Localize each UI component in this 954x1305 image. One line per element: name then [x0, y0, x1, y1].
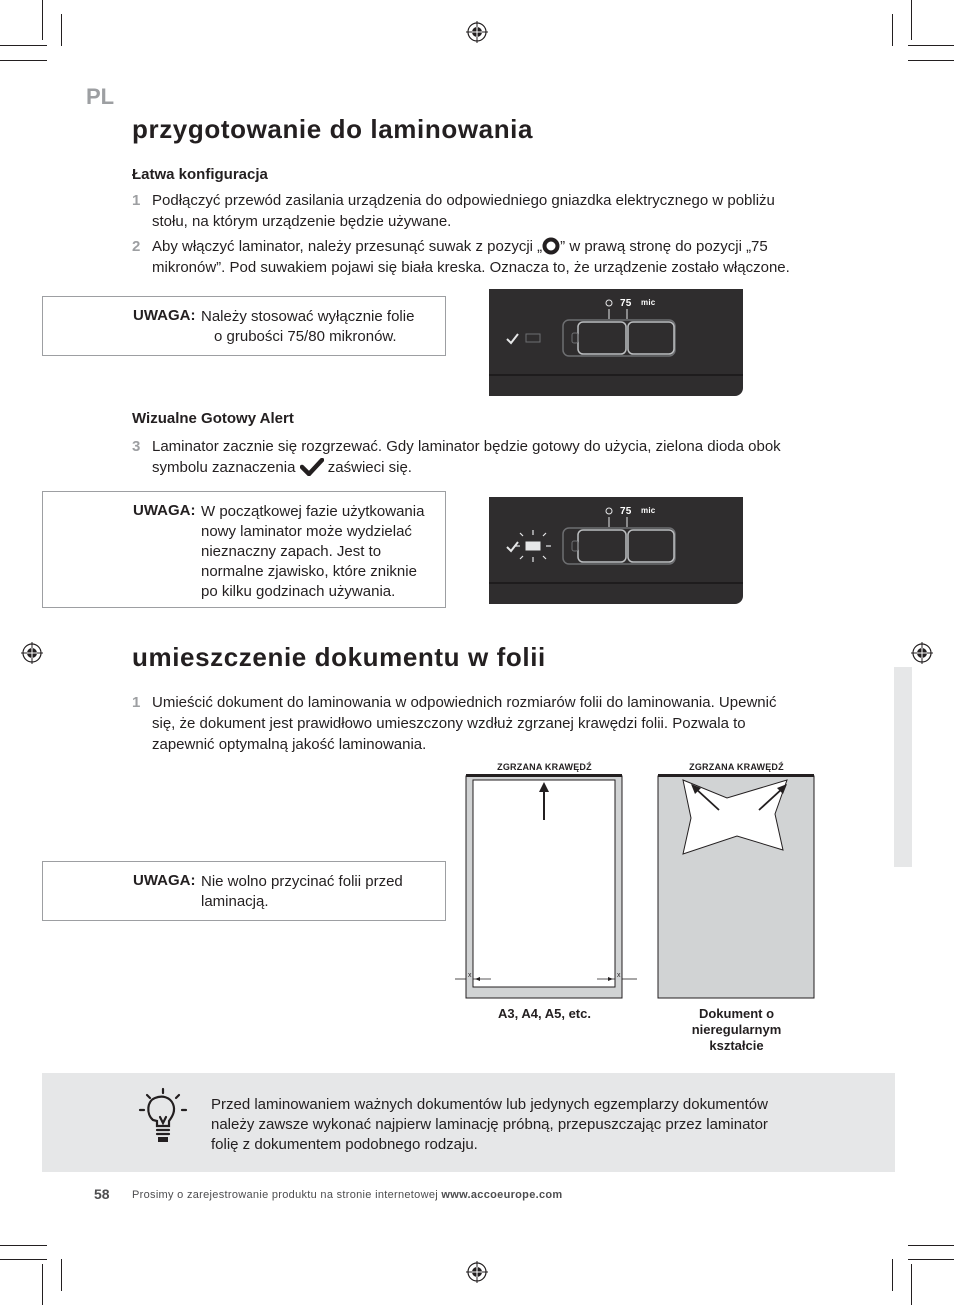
note-label: UWAGA: — [133, 502, 196, 519]
slider-switch-illustration — [489, 289, 743, 396]
crop-mark — [42, 1264, 43, 1305]
slider-switch-illustration — [489, 497, 743, 604]
sealed-edge-label: ZGRZANA KRAWĘDŹ — [497, 762, 592, 772]
note-text — [201, 502, 424, 602]
note-box — [42, 861, 446, 921]
step-number: 2 — [132, 238, 141, 255]
step-line: stołu, na którym urządzenie będzie używane. — [152, 213, 452, 230]
tip-line: Przed laminowaniem ważnych dokumentów lub jedynych egzemplarzy dokumentów — [211, 1096, 768, 1113]
label-mic: mic — [641, 506, 656, 515]
language-tag: PL — [86, 84, 115, 109]
power-off-circle-icon — [542, 237, 560, 255]
crop-mark — [908, 1245, 954, 1246]
checkmark-icon — [300, 458, 324, 476]
crop-mark — [908, 45, 954, 46]
crop-mark — [911, 1264, 912, 1305]
note-line: nowy laminator może wydzielać — [201, 523, 412, 540]
step-line: Podłączyć przewód zasilania urządzenia do odpowiedniego gniazdka elektrycznego w pobliżu — [152, 192, 775, 209]
tip-line: folię z dokumentem podobnego rodzaju. — [211, 1136, 478, 1153]
note-box — [42, 491, 446, 608]
note-text — [201, 307, 414, 347]
registration-mark-icon — [466, 1261, 488, 1283]
irregular-document-pouch-diagram — [655, 772, 819, 1002]
sealed-edge-label: ZGRZANA KRAWĘDŹ — [689, 762, 784, 772]
step-line: Umieścić dokument do laminowania w odpowiednich rozmiarów folii do laminowania. Upewnić — [152, 694, 777, 711]
page-number: 58 — [94, 1186, 110, 1202]
step-number: 1 — [132, 192, 141, 209]
tip-box — [42, 1073, 895, 1172]
subheading: Wizualne Gotowy Alert — [132, 410, 294, 427]
footer-message: Prosimy o zarejestrowanie produktu na stronie internetowej — [132, 1189, 442, 1201]
margin-marker-left: x — [468, 972, 472, 979]
note-line: Nie wolno przycinać folii przed — [201, 873, 403, 890]
subheading: Łatwa konfiguracja — [132, 166, 268, 183]
note-text — [201, 872, 403, 912]
crop-mark — [61, 1259, 62, 1291]
crop-mark — [908, 60, 954, 61]
step-number: 1 — [132, 694, 141, 711]
registration-mark-icon — [911, 642, 933, 664]
note-line: po kilku godzinach używania. — [201, 583, 396, 600]
crop-mark — [0, 60, 47, 61]
laminator-control-panel — [489, 289, 743, 396]
lightbulb-icon — [138, 1087, 188, 1145]
step-text — [152, 190, 832, 232]
diagram-caption: A3, A4, A5, etc. — [498, 1006, 591, 1021]
note-box — [42, 296, 446, 356]
crop-mark — [892, 14, 893, 46]
step-line — [152, 457, 842, 478]
crop-mark — [0, 1259, 47, 1260]
caption-line: Dokument o — [698, 1006, 775, 1021]
laminator-control-panel — [489, 497, 743, 604]
step-text — [152, 436, 842, 478]
note-label: UWAGA: — [133, 307, 196, 324]
crop-mark — [42, 0, 43, 40]
note-line: Należy stosować wyłącznie folie — [201, 308, 415, 325]
step-line: zapewnić optymalną jakość laminowania. — [152, 736, 427, 753]
section-title: umieszczenie dokumentu w folii — [132, 642, 546, 672]
note-label: UWAGA: — [133, 872, 196, 889]
diagram-caption — [658, 1006, 815, 1054]
crop-mark — [892, 1259, 893, 1291]
note-line: normalne zjawisko, które zniknie — [201, 563, 417, 580]
label-mic: mic — [641, 298, 656, 307]
footer-text — [132, 1189, 563, 1201]
tip-line: należy zawsze wykonać najpierw laminację próbną, przepuszczając przez laminator — [211, 1116, 768, 1133]
note-line: nieznaczny zapach. Jest to — [201, 543, 382, 560]
registration-mark-icon — [466, 21, 488, 43]
crop-mark — [61, 14, 62, 46]
step-fragment: Aby włączyć laminator, należy przesunąć suwak z pozycji „ — [152, 238, 543, 255]
caption-line: nieregularnym — [691, 1022, 782, 1037]
note-line: laminacją. — [201, 893, 269, 910]
step-fragment: symbolu zaznaczenia — [152, 459, 296, 476]
step-fragment: ” w prawą stronę do pozycji „75 — [560, 238, 768, 255]
step-line — [152, 236, 842, 257]
footer-url[interactable]: www.accoeurope.com — [441, 1189, 563, 1201]
standard-pouch-diagram — [455, 772, 640, 1002]
note-line: W początkowej fazie użytkowania — [201, 503, 425, 520]
step-line: się, że dokument jest prawidłowo umieszczony wzdłuż zgrzanej krawędzi folii. Pozwala to — [152, 715, 746, 732]
section-title: przygotowanie do laminowania — [132, 114, 534, 144]
note-line: o grubości 75/80 mikronów. — [214, 328, 397, 345]
caption-line: kształcie — [709, 1038, 764, 1053]
step-number: 3 — [132, 438, 141, 455]
label-75: 75 — [620, 298, 632, 309]
crop-mark — [908, 1259, 954, 1260]
step-line: Laminator zacznie się rozgrzewać. Gdy laminator będzie gotowy do użycia, zielona dioda obok — [152, 438, 781, 455]
crop-mark — [0, 1245, 47, 1246]
step-text — [152, 692, 842, 755]
step-line: mikronów”. Pod suwakiem pojawi się biała kreska. Oznacza to, że urządzenie zostało włączone. — [152, 259, 790, 276]
crop-mark — [0, 45, 47, 46]
step-fragment: zaświeci się. — [327, 459, 412, 476]
tip-text — [211, 1095, 871, 1155]
side-tab — [894, 667, 912, 867]
margin-marker-right: x — [617, 972, 621, 979]
step-text — [152, 236, 842, 278]
label-75: 75 — [620, 506, 632, 517]
crop-mark — [911, 0, 912, 40]
registration-mark-icon — [21, 642, 43, 664]
